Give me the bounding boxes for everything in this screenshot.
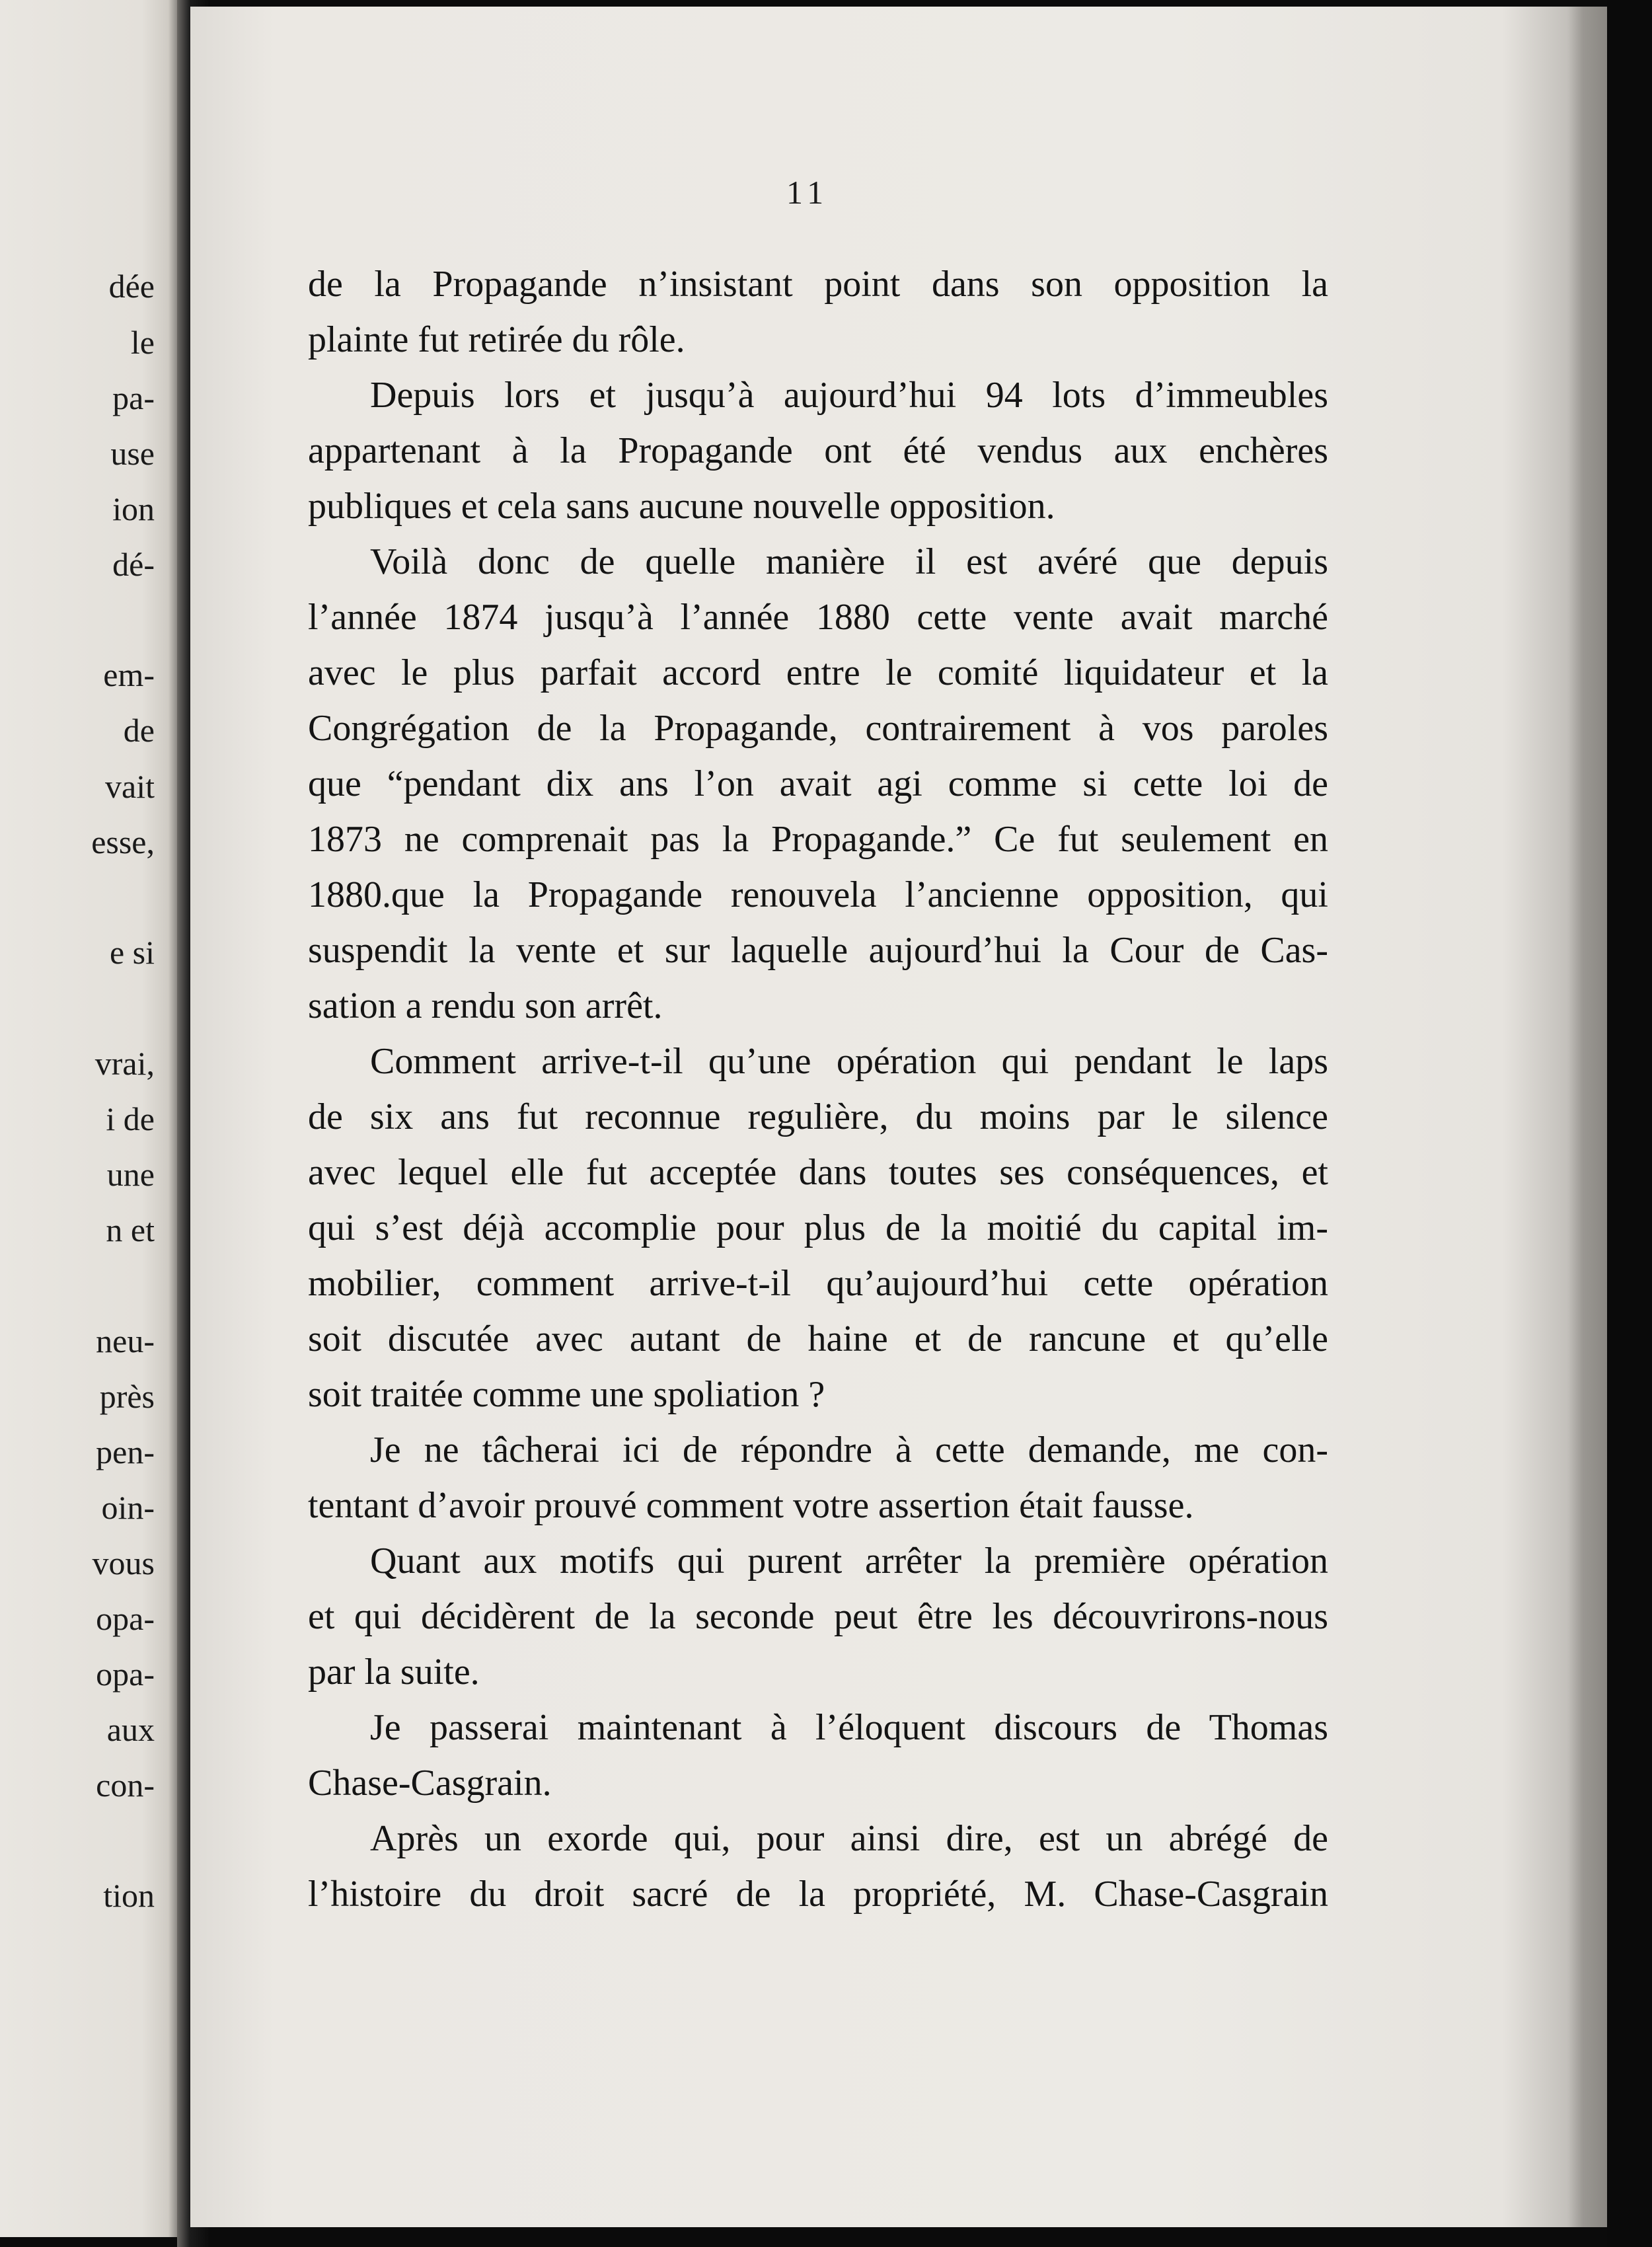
- text-line: 1873 ne comprenait pas la Propagande.” Ce fut seulement en: [308, 819, 1328, 860]
- left-page-line: vous: [92, 1544, 155, 1581]
- left-page-line: neu-: [96, 1322, 155, 1359]
- scan-border: [1607, 0, 1652, 2247]
- left-page-line: esse,: [91, 823, 155, 860]
- page-edge-shadow: [1567, 7, 1607, 2227]
- text-line: Depuis lors et jusqu’à aujourd’hui 94 lots d’immeubles: [370, 375, 1328, 416]
- left-page-line: de: [123, 712, 155, 749]
- text-line: avec lequel elle fut acceptée dans toutes ses conséquences, et: [308, 1152, 1328, 1193]
- left-page-line: vait: [105, 768, 155, 805]
- left-page-line: use: [110, 435, 155, 472]
- left-page-line: vrai,: [94, 1045, 155, 1082]
- text-line: de la Propagande n’insistant point dans son opposition la: [308, 264, 1328, 305]
- text-line: soit discutée avec autant de haine et de rancune et qu’elle: [308, 1318, 1328, 1359]
- text-line: l’année 1874 jusqu’à l’année 1880 cette vente avait marché: [308, 597, 1328, 638]
- left-page-line: dé-: [112, 546, 155, 583]
- text-line: Congrégation de la Propagande, contrairement à vos paroles: [308, 708, 1328, 749]
- left-page-line: une: [106, 1156, 155, 1193]
- page-number: 11: [786, 174, 829, 211]
- text-line: que “pendant dix ans l’on avait agi comme si cette loi de: [308, 763, 1328, 804]
- left-page-line: opa-: [96, 1656, 155, 1693]
- text-line: Je passerai maintenant à l’éloquent discours de Thomas: [370, 1707, 1328, 1748]
- text-line: Je ne tâcherai ici de répondre à cette demande, me con-: [370, 1429, 1328, 1470]
- text-line: Quant aux motifs qui purent arrêter la première opération: [370, 1541, 1328, 1581]
- left-page-line: ion: [112, 490, 155, 527]
- text-line: Chase-Casgrain.: [308, 1763, 552, 1804]
- text-line: publiques et cela sans aucune nouvelle opposition.: [308, 486, 1055, 527]
- left-page-line: dée: [108, 268, 155, 305]
- text-line: mobilier, comment arrive-t-il qu’aujourd’hui cette opération: [308, 1263, 1328, 1304]
- text-line: sation a rendu son arrêt.: [308, 985, 663, 1026]
- left-page-line: i de: [106, 1100, 155, 1137]
- text-line: de six ans fut reconnue regulière, du moins par le silence: [308, 1096, 1328, 1137]
- left-page-line: oin-: [101, 1489, 155, 1526]
- text-line: Voilà donc de quelle manière il est avéré que depuis: [370, 541, 1328, 582]
- text-line: appartenant à la Propagande ont été vendus aux enchères: [308, 430, 1328, 471]
- text-line: soit traitée comme une spoliation ?: [308, 1374, 825, 1415]
- text-line: par la suite.: [308, 1652, 480, 1693]
- text-line: plainte fut retirée du rôle.: [308, 319, 685, 360]
- left-page-line: em-: [103, 656, 155, 693]
- text-line: l’histoire du droit sacré de la propriété, M. Chase-Casgrain: [308, 1874, 1328, 1915]
- text-line: suspendit la vente et sur laquelle aujourd’hui la Cour de Cas-: [308, 930, 1328, 971]
- left-page-line: e si: [109, 934, 155, 971]
- text-line: 1880.que la Propagande renouvela l’ancienne opposition, qui: [308, 874, 1328, 915]
- left-page-line: aux: [106, 1711, 155, 1748]
- left-page-line: opa-: [96, 1600, 155, 1637]
- text-line: tentant d’avoir prouvé comment votre assertion était fausse.: [308, 1485, 1194, 1526]
- left-page-line: le: [130, 324, 155, 361]
- left-page-line: pen-: [96, 1433, 155, 1470]
- text-line: Comment arrive-t-il qu’une opération qui pendant le laps: [370, 1041, 1328, 1082]
- left-page-line: tion: [103, 1877, 155, 1914]
- left-page-line: près: [99, 1378, 155, 1415]
- text-line: Après un exorde qui, pour ainsi dire, est un abrégé de: [370, 1818, 1328, 1859]
- left-page-line: pa-: [112, 379, 155, 416]
- left-page-line: n et: [106, 1211, 155, 1248]
- text-line: avec le plus parfait accord entre le comité liquidateur et la: [308, 652, 1328, 693]
- text-line: qui s’est déjà accomplie pour plus de la moitié du capital im-: [308, 1207, 1328, 1248]
- left-page-line: con-: [96, 1767, 155, 1804]
- text-line: et qui décidèrent de la seconde peut être les découvrirons-nous: [308, 1596, 1328, 1637]
- previous-page-strip: [0, 0, 177, 2237]
